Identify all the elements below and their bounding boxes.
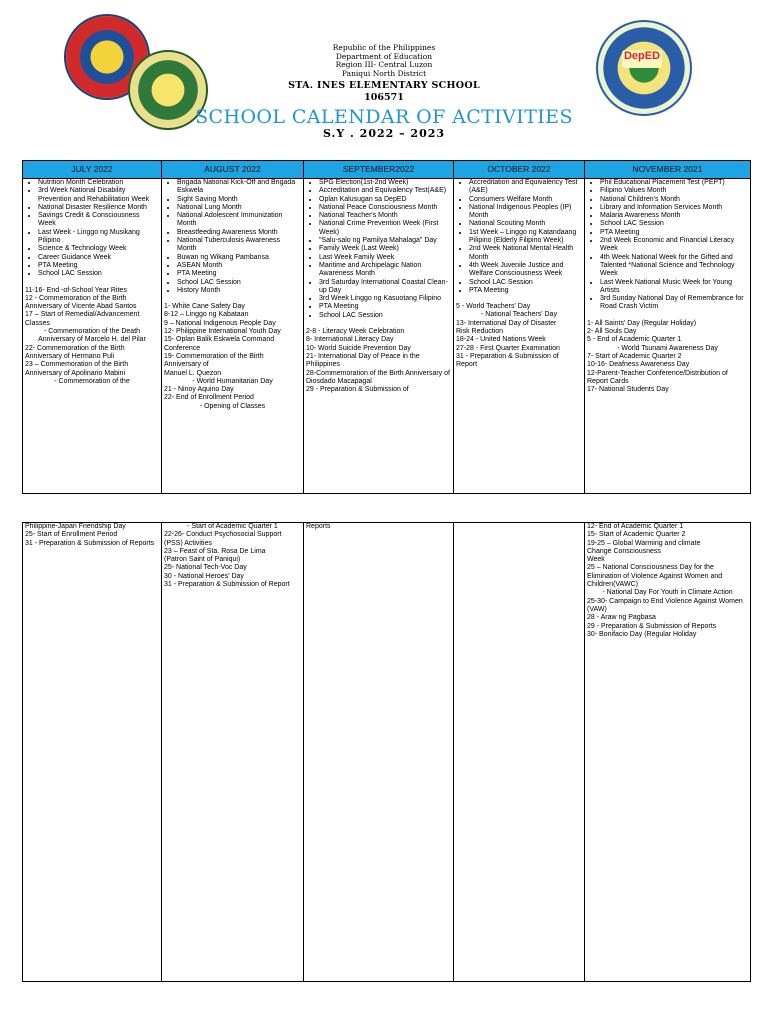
event-line: 25 – National Consciousness Day for the Elimination of Violence Against Women and Children(VAWC) <box>587 564 723 589</box>
observance-item: • Library and Information Services Month <box>600 204 748 212</box>
observance-item: • Last Week National Music Week for Young Artists <box>600 279 748 296</box>
event-line: - Start of Academic Quarter 1 <box>187 523 278 530</box>
event-line: 18-24 - United Nations Week <box>456 336 546 344</box>
event-line: Change Consciousness <box>587 547 661 555</box>
observance-item: • Maritime and Archipelagic Nation Awareness Month <box>319 262 451 279</box>
event-line: 19-25 – Global Warming and climate <box>587 539 701 547</box>
continued-cell <box>23 523 162 982</box>
event-line: 29 - Preparation & Submission of Reports <box>587 622 717 630</box>
event-line: Risk Reduction <box>456 328 504 336</box>
observance-item: • 1st Week – Linggo ng Katandaang Pilipino (Elderly Filipino Week) <box>469 229 582 246</box>
observance-item: • SPG Election(1st-2nd Week) <box>319 179 451 187</box>
observance-item: • 4th Week Juvenile Justice and Welfare Consciousness Week <box>469 262 582 279</box>
event-line: 8-12 – Linggo ng Kabataan <box>164 311 249 319</box>
event-line: 12- End of Academic Quarter 1 <box>587 523 684 530</box>
event-line: 2- All Souls Day <box>587 328 637 336</box>
observance-item: • Accreditation and Equivalency Test(A&E) <box>319 187 451 195</box>
observance-item: • 4th Week National Week for the Gifted and Talented *National Science and Technology Week <box>600 254 748 279</box>
event-line: 30 - National Heroes' Day <box>164 572 244 580</box>
event-line: 25-30- Campaign to End Violence Against Women (VAW) <box>587 597 743 613</box>
observance-item: • Family Week (Last Week) <box>319 245 451 253</box>
continued-row <box>23 523 751 982</box>
event-line: 19- Commemoration of the Birth Anniversary of <box>164 352 264 369</box>
month-cell <box>585 179 751 494</box>
school-id: 106571 <box>364 92 404 103</box>
observance-item: • School LAC Session <box>319 312 451 320</box>
observance-item: • National Teacher's Month <box>319 212 451 220</box>
department-line: Department of Education <box>335 51 433 61</box>
observance-item: • 3rd Week National Disability Prevention and Rehabilitation Week <box>38 187 159 204</box>
event-line: 5 - End of Academic Quarter 1 <box>587 336 682 344</box>
event-line: 17 – Start of Remedial/Advancement Classes <box>25 311 140 327</box>
observance-item: • National Adolescent Immunization Month <box>177 212 301 229</box>
republic-line: Republic of the Philippines <box>332 43 436 52</box>
event-line: 1- White Cane Safety Day <box>164 303 245 311</box>
event-line: 8- International Literacy Day <box>306 336 394 344</box>
observance-item: • PTA Meeting <box>177 270 301 278</box>
event-line: - Commemoration of the Death Anniversary of Marcelo H. del Pilar <box>38 328 146 344</box>
observance-item: • 2nd Week Economic and Financial Literacy Week <box>600 237 748 254</box>
event-line: 31 - Preparation & Submission of <box>456 352 559 360</box>
observance-item: • Brigada National Kick-Off and Brigada Eskwela <box>177 179 301 196</box>
observance-item: • Last Week Family Week <box>319 254 451 262</box>
observance-item: • National Peace Consciousness Month <box>319 204 451 212</box>
observance-list <box>25 179 159 279</box>
event-line: Manuel L. Quezon <box>164 369 222 377</box>
observance-item: • PTA Meeting <box>319 303 451 311</box>
event-line: 22- Commemoration of the Birth Anniversary of Hermano Puli <box>25 344 125 360</box>
observance-item: • Malaria Awareness Month <box>600 212 748 220</box>
event-line: 7- Start of Academic Quarter 2 <box>587 352 682 360</box>
calendar-table-continued <box>22 522 751 982</box>
month-content-row <box>23 179 751 494</box>
event-line: 25- Start of Enrollment Period <box>25 531 118 539</box>
month-cell <box>454 179 585 494</box>
month-header-september: SEPTEMBER2022 <box>304 161 454 179</box>
observance-item: • Breastfeeding Awareness Month <box>177 229 301 237</box>
event-line: 31 - Preparation & Submission of Report <box>164 581 290 589</box>
spacer <box>456 295 582 303</box>
event-line: 23 – Feast of Sta. Rosa De Lima <box>164 547 266 555</box>
event-line: 13- International Day of Disaster <box>456 319 557 327</box>
event-line: 17- National Students Day <box>587 386 669 394</box>
event-line: Report <box>456 361 478 369</box>
observance-item: • School LAC Session <box>600 220 748 228</box>
event-line: 2-8 - Literacy Week Celebration <box>306 328 405 336</box>
observance-item: • Filipino Values Month <box>600 187 748 195</box>
observance-item: • Buwan ng Wikang Pambansa <box>177 254 301 262</box>
event-line: 15- Start of Academic Quarter 2 <box>587 531 686 539</box>
observance-item: • PTA Meeting <box>600 229 748 237</box>
continued-cell <box>162 523 304 982</box>
event-line: Week <box>587 556 605 564</box>
month-header-october: OCTOBER 2022 <box>454 161 585 179</box>
event-line: 12 - Commemoration of the Birth Anniversary of Vicente Abad Santos <box>25 294 137 311</box>
event-line: Reports <box>306 523 331 530</box>
event-line: (PSS) Activities <box>164 539 212 547</box>
district-line: Paniqui North District <box>341 68 427 78</box>
observance-item: • Career Guidance Week <box>38 254 159 262</box>
observance-item: • Consumers Welfare Month <box>469 196 582 204</box>
event-line: Philippine-Japan Friendship Day <box>25 523 126 530</box>
observance-list <box>306 179 451 320</box>
event-line: (Patron Saint of Paniqui) <box>164 556 241 564</box>
event-line: 25- National Tech-Voc Day <box>164 564 247 572</box>
observance-list <box>456 179 582 295</box>
event-line: 9 – National Indigenous People Day <box>164 319 276 327</box>
spacer <box>164 295 301 303</box>
event-line: 12-Parent-Teacher Conference/Distribution of <box>587 369 728 377</box>
deped-badge: DepED <box>622 50 662 68</box>
event-line: 22- End of Enrollment Period <box>164 394 254 402</box>
observance-item: • School LAC Session <box>177 279 301 287</box>
observance-item: • PTA Meeting <box>38 262 159 270</box>
event-line: - Opening of Classes <box>199 402 266 410</box>
event-line: Report Cards <box>587 377 629 385</box>
observance-item: • National Crime Prevention Week (First Week) <box>319 220 451 237</box>
event-line: 28-Commemoration of the Birth Anniversary of Diosdado Macapagal <box>306 369 450 385</box>
event-line: 21 - Ninoy Aquino Day <box>164 386 234 394</box>
spacer <box>587 312 748 320</box>
spacer <box>25 279 159 287</box>
month-header-august: AUGUST 2022 <box>162 161 304 179</box>
event-line: 28 - Araw ng Pagbasa <box>587 614 656 622</box>
observance-item: • History Month <box>177 287 301 295</box>
event-line: 15- Oplan Balik Eskwela Command Conference <box>164 336 275 352</box>
observance-item: • National Disaster Resilience Month <box>38 204 159 212</box>
observance-item: • Oplan Kalusugan sa DepED <box>319 196 451 204</box>
event-line: - World Tsunami Awareness Day <box>617 344 718 352</box>
event-line: 22-26- Conduct Psychosocial Support <box>164 531 282 539</box>
event-line: 29 - Preparation & Submission of <box>306 386 409 394</box>
event-line: - Commemoration of the <box>54 377 130 385</box>
event-line: 12- Philippine International Youth Day <box>164 328 281 336</box>
observance-item: • Phil Educational Placement Test (PEPT) <box>600 179 748 187</box>
observance-item: • National Indigenous Peoples (IP) Month <box>469 204 582 221</box>
observance-item: • "Salu-salo ng Pamilya Mahalaga" Day <box>319 237 451 245</box>
observance-list <box>164 179 301 295</box>
observance-item: • 3rd Saturday International Coastal Clean-up Day <box>319 279 451 296</box>
observance-item: • 3rd Sunday National Day of Remembrance for Road Crash Victim <box>600 295 748 312</box>
observance-item: • Sight Saving Month <box>177 196 301 204</box>
month-cell <box>23 179 162 494</box>
observance-item: • School LAC Session <box>38 270 159 278</box>
month-cell <box>162 179 304 494</box>
event-line: - World Humanitarian Day <box>192 377 273 385</box>
observance-item: • Savings Credit & Consciousness Week <box>38 212 159 229</box>
observance-item: • 2nd Week National Mental Health Month <box>469 245 582 262</box>
event-line: 30- Bonifacio Day (Regular Holiday <box>587 630 697 638</box>
month-header-november: NOVEMBER 2021 <box>585 161 751 179</box>
school-name: STA. INES ELEMENTARY SCHOOL <box>288 80 480 91</box>
event-line: - National Teachers' Day <box>481 311 557 319</box>
observance-item: • 3rd Week Linggo ng Kasuotang Filipino <box>319 295 451 303</box>
document-title: SCHOOL CALENDAR OF ACTIVITIES <box>195 106 573 128</box>
month-cell <box>304 179 454 494</box>
observance-item: • ASEAN Month <box>177 262 301 270</box>
observance-item: • National Scouting Month <box>469 220 582 228</box>
event-line: 27-28 - First Quarter Examination <box>456 344 560 352</box>
continued-cell <box>585 523 751 982</box>
event-line: 1- All Saints' Day (Regular Holiday) <box>587 319 697 327</box>
event-line: 5 - World Teachers' Day <box>456 303 531 311</box>
observance-list <box>587 179 748 312</box>
observance-item: • National Tuberculosis Awareness Month <box>177 237 301 254</box>
event-line: 31 - Preparation & Submission of Reports <box>25 539 155 547</box>
event-line: 11-16- End -of-School Year Rites <box>25 286 127 294</box>
event-line: 23 – Commemoration of the Birth Anniversary of Apolinario Mabini <box>25 361 129 377</box>
spacer <box>306 320 451 328</box>
event-line: 10-16- Deafness Awareness Day <box>587 361 690 369</box>
month-header-july: JULY 2022 <box>23 161 162 179</box>
observance-item: • Nutrition Month Celebration <box>38 179 159 187</box>
continued-cell <box>304 523 454 982</box>
observance-item: • Last Week - Linggo ng Musikang Pilipino <box>38 229 159 246</box>
calendar-table-top <box>22 160 751 494</box>
observance-item: • Accreditation and Equivalency Test (A&E) <box>469 179 582 196</box>
observance-item: • PTA Meeting <box>469 287 582 295</box>
observance-item: • National Lung Month <box>177 204 301 212</box>
event-line: 21- International Day of Peace in the Philippines <box>306 352 420 369</box>
observance-item: • School LAC Session <box>469 279 582 287</box>
school-year: S.Y . 2022 – 2023 <box>322 127 446 140</box>
event-line: 10- World Suicide Prevention Day <box>306 344 411 352</box>
observance-item: • Science & Technology Week <box>38 245 159 253</box>
month-header-row <box>23 161 751 179</box>
continued-cell <box>454 523 585 982</box>
region-line: Region III- Central Luzon <box>335 60 433 69</box>
event-line: - National Day For Youth in Climate Action <box>602 589 733 597</box>
observance-item: • National Children's Month <box>600 196 748 204</box>
